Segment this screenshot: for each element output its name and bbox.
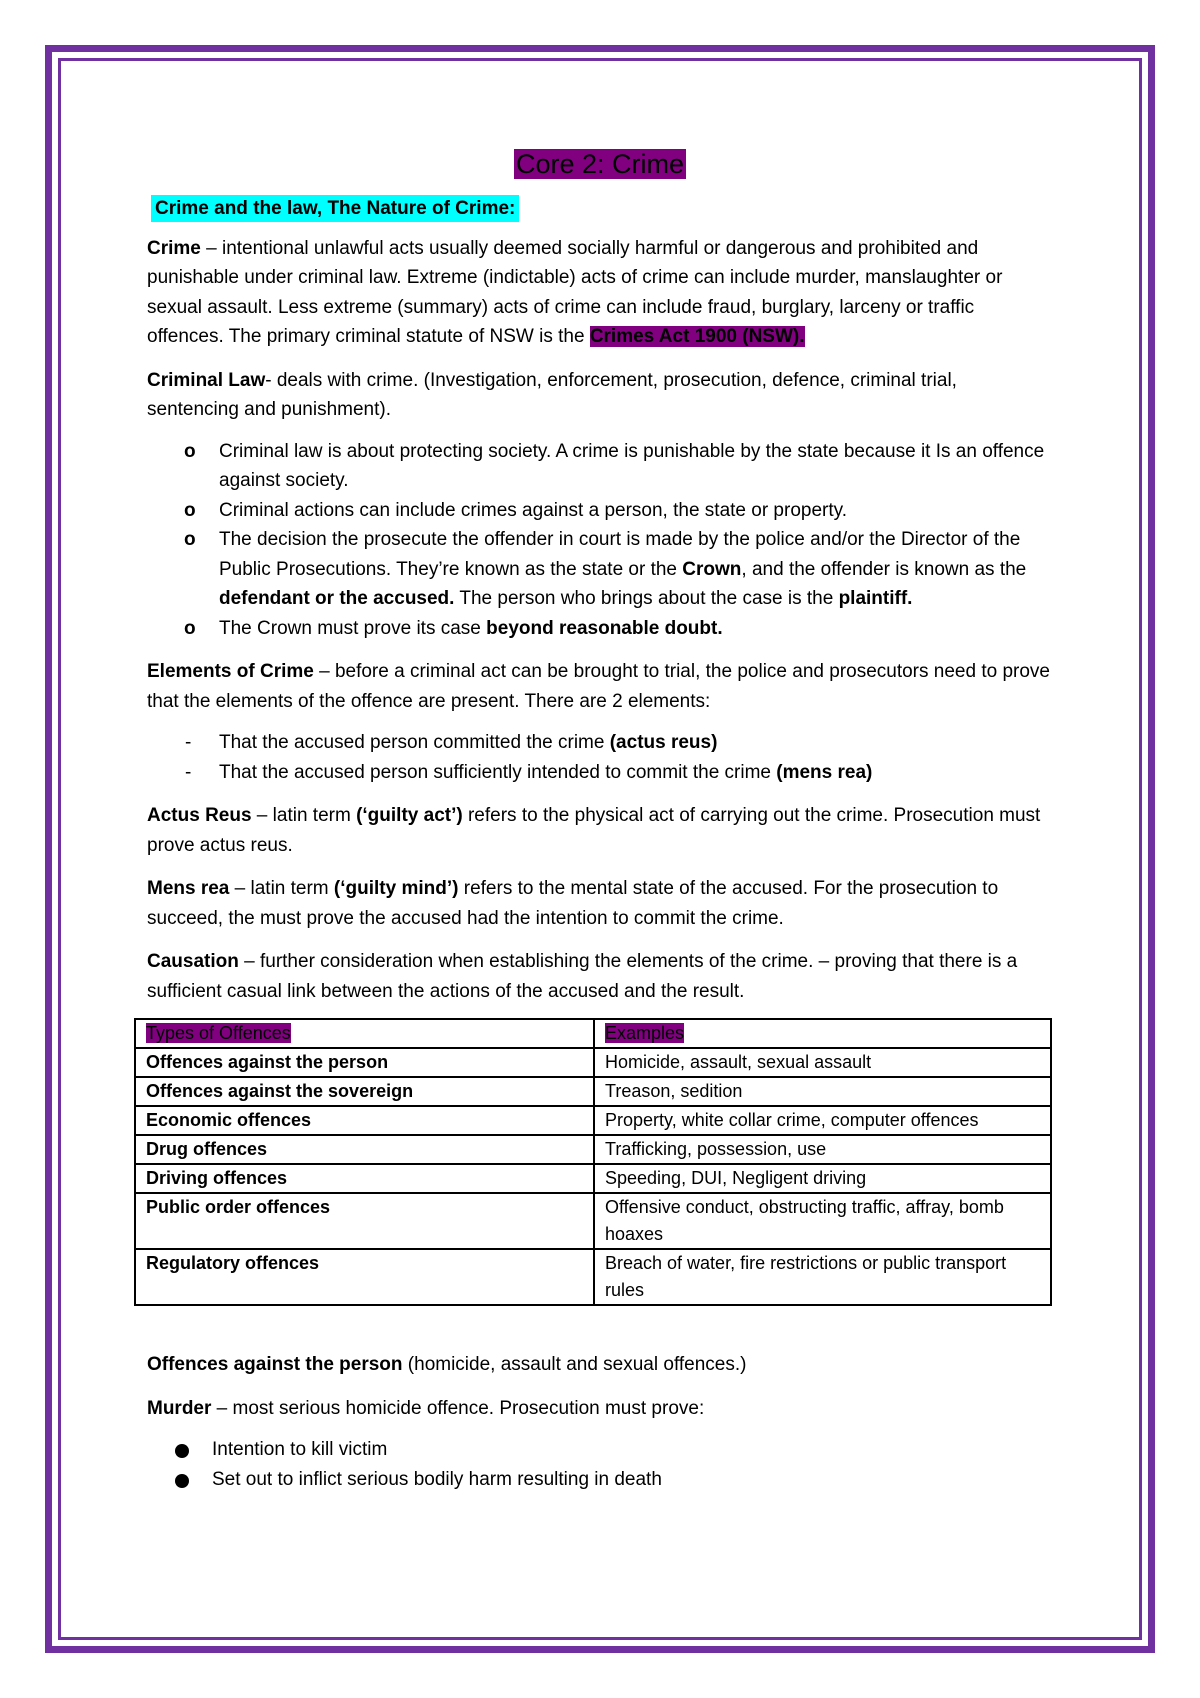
mens-rea-term: Mens rea bbox=[147, 878, 230, 899]
person-offences-term: Offences against the person bbox=[147, 1354, 403, 1375]
causation-definition bbox=[147, 947, 1053, 1006]
crime-text: – intentional unlawful acts usually deemed socially harmful or dangerous and prohibited and punishable under criminal law. Extreme (indictable) acts of crime can include murder, manslaughter or sexual assault. Less extreme (summary) acts of crime can include fraud, burglary, larceny or traffic offences. The primary criminal statute of NSW is the bbox=[147, 237, 1003, 347]
header-examples: Examples bbox=[605, 1023, 685, 1043]
point-text: The decision the prosecute the offender in court is made by the police and/or the Director of the Public Prosecutions. They’re known as the state or the bbox=[219, 529, 1021, 580]
dash-bullet-icon: - bbox=[185, 732, 192, 753]
actus-reus-text: – latin term bbox=[251, 805, 357, 826]
guilty-mind-quote: (‘guilty mind’) bbox=[333, 878, 459, 899]
offence-examples-cell: Trafficking, possession, use bbox=[594, 1135, 1051, 1164]
circle-bullet-icon: o bbox=[184, 440, 196, 462]
document-body bbox=[147, 146, 1053, 1494]
offence-type-cell: Economic offences bbox=[135, 1106, 594, 1135]
table-header-row bbox=[135, 1019, 1051, 1048]
mens-rea-text: refers to the mental state of the accused. For the prosecution to succeed, the must prove the accused had the intention to commit the crime. bbox=[147, 878, 999, 929]
header-cell bbox=[594, 1019, 1051, 1048]
list-item bbox=[147, 1435, 1053, 1465]
list-item bbox=[147, 437, 1053, 496]
point-text: Criminal actions can include crimes against a person, the state or property. bbox=[219, 499, 848, 521]
table-row bbox=[135, 1193, 1051, 1249]
dot-bullet-icon bbox=[175, 1444, 189, 1458]
causation-text: – further consideration when establishing the elements of the crime. – proving that there is a sufficient casual link between the actions of the accused and the result. bbox=[147, 951, 1018, 1002]
defendant-term: defendant or the accused. bbox=[219, 588, 455, 609]
elements-list bbox=[147, 728, 1053, 787]
murder-element-text: Intention to kill victim bbox=[212, 1439, 388, 1460]
list-item bbox=[147, 1465, 1053, 1495]
table-row bbox=[135, 1249, 1051, 1305]
causation-term: Causation bbox=[147, 951, 239, 972]
list-item bbox=[147, 496, 1053, 526]
murder-element-text: Set out to inflict serious bodily harm resulting in death bbox=[212, 1468, 662, 1490]
elements-of-crime bbox=[147, 657, 1053, 716]
table-row bbox=[135, 1077, 1051, 1106]
offence-type-cell: Drug offences bbox=[135, 1135, 594, 1164]
element-text: That the accused person committed the crime bbox=[219, 732, 610, 753]
element-text: That the accused person sufficiently intended to commit the crime bbox=[219, 761, 777, 783]
point-text: The Crown must prove its case bbox=[219, 617, 487, 639]
circle-bullet-icon: o bbox=[184, 529, 196, 550]
elements-text: – before a criminal act can be brought to trial, the police and prosecutors need to prove that the elements of the offence are present. There are 2 elements: bbox=[147, 661, 1050, 712]
criminal-law-points bbox=[147, 437, 1053, 644]
dash-bullet-icon: - bbox=[185, 761, 192, 783]
offence-examples-cell: Offensive conduct, obstructing traffic, affray, bomb hoaxes bbox=[594, 1193, 1051, 1249]
point-text: , and the offender is known as the bbox=[741, 558, 1027, 580]
circle-bullet-icon: o bbox=[184, 617, 196, 639]
table-row bbox=[135, 1106, 1051, 1135]
list-item bbox=[147, 758, 1053, 788]
header-types: Types of Offences bbox=[146, 1023, 291, 1043]
offence-type-cell: Offences against the person bbox=[135, 1048, 594, 1077]
elements-term: Elements of Crime bbox=[147, 661, 314, 682]
offence-type-cell: Offences against the sovereign bbox=[135, 1077, 594, 1106]
section-heading: Crime and the law, The Nature of Crime: bbox=[151, 195, 519, 222]
offence-examples-cell: Homicide, assault, sexual assault bbox=[594, 1048, 1051, 1077]
crimes-act-highlight: Crimes Act 1900 (NSW). bbox=[589, 326, 805, 347]
list-item bbox=[147, 728, 1053, 758]
offences-table bbox=[134, 1018, 1052, 1306]
plaintiff-term: plaintiff. bbox=[838, 588, 913, 609]
person-offences-text: (homicide, assault and sexual offences.) bbox=[402, 1354, 747, 1375]
circle-bullet-icon: o bbox=[184, 499, 196, 521]
murder-term: Murder bbox=[147, 1397, 212, 1419]
mens-rea-definition bbox=[147, 874, 1053, 933]
point-text: The person who brings about the case is the bbox=[454, 588, 839, 609]
list-item bbox=[147, 614, 1053, 644]
point-text: Criminal law is about protecting society. A crime is punishable by the state because it Is an offence against society. bbox=[219, 440, 1045, 491]
mens-rea-label: (mens rea) bbox=[776, 761, 873, 783]
table-row bbox=[135, 1135, 1051, 1164]
criminal-law-definition bbox=[147, 366, 1053, 425]
guilty-act-quote: (‘guilty act’) bbox=[356, 805, 463, 826]
offence-type-cell: Driving offences bbox=[135, 1164, 594, 1193]
offence-examples-cell: Breach of water, fire restrictions or public transport rules bbox=[594, 1249, 1051, 1305]
offences-against-person bbox=[147, 1350, 1053, 1380]
criminal-law-text: - deals with crime. (Investigation, enforcement, prosecution, defence, criminal trial, sentencing and punishment). bbox=[147, 369, 957, 420]
actus-reus-term: Actus Reus bbox=[147, 805, 252, 826]
dot-bullet-icon bbox=[175, 1474, 189, 1488]
crown-term: Crown bbox=[682, 558, 742, 580]
crime-definition bbox=[147, 234, 1053, 352]
actus-reus-label: (actus reus) bbox=[609, 732, 718, 753]
murder-text: – most serious homicide offence. Prosecution must prove: bbox=[211, 1397, 705, 1419]
murder-definition bbox=[147, 1394, 1053, 1424]
mens-rea-text: – latin term bbox=[229, 878, 334, 899]
criminal-law-term: Criminal Law bbox=[147, 369, 266, 391]
murder-elements-list bbox=[147, 1435, 1053, 1494]
title-block bbox=[147, 146, 1053, 183]
offence-type-cell: Regulatory offences bbox=[135, 1249, 594, 1305]
offence-examples-cell: Treason, sedition bbox=[594, 1077, 1051, 1106]
header-cell bbox=[135, 1019, 594, 1048]
offence-examples-cell: Speeding, DUI, Negligent driving bbox=[594, 1164, 1051, 1193]
list-item bbox=[147, 525, 1053, 614]
offence-examples-cell: Property, white collar crime, computer offences bbox=[594, 1106, 1051, 1135]
offence-type-cell: Public order offences bbox=[135, 1193, 594, 1249]
actus-reus-text: refers to the physical act of carrying out the crime. Prosecution must prove actus reus. bbox=[147, 805, 1041, 856]
crime-term: Crime bbox=[147, 237, 201, 259]
table-row bbox=[135, 1164, 1051, 1193]
page-title: Core 2: Crime bbox=[515, 149, 685, 179]
actus-reus-definition bbox=[147, 801, 1053, 860]
table-row bbox=[135, 1048, 1051, 1077]
reasonable-doubt-term: beyond reasonable doubt. bbox=[486, 617, 723, 639]
